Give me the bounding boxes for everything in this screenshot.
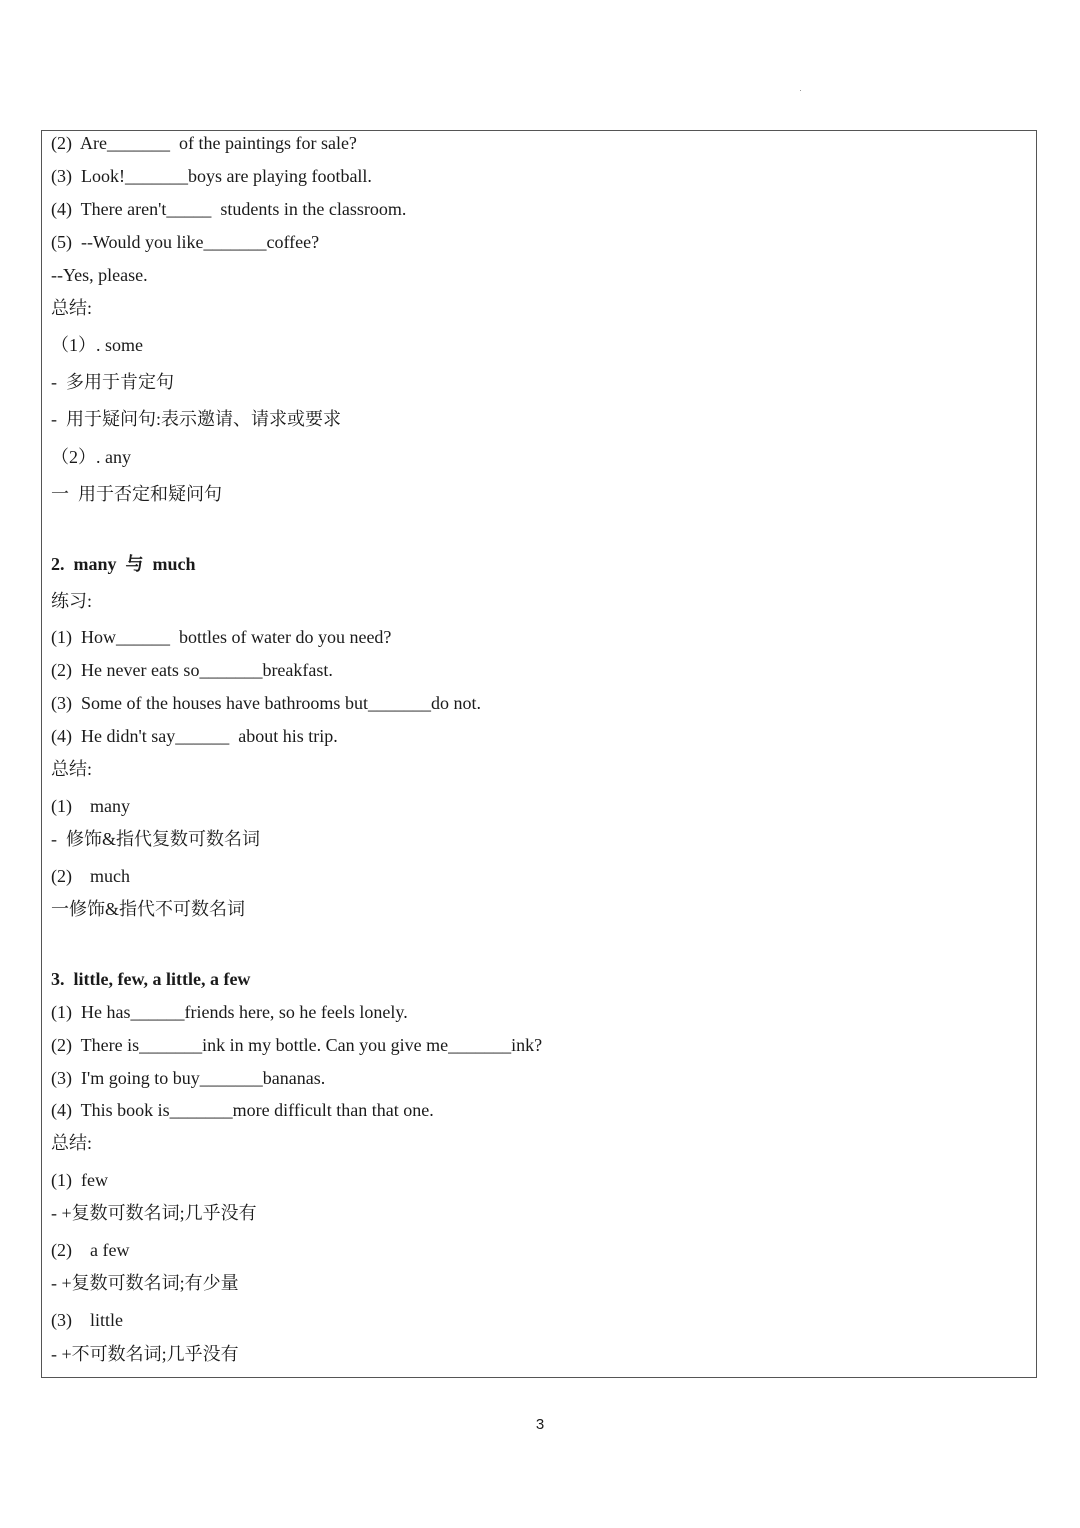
text-line: (1) How______ bottles of water do you need?: [51, 627, 392, 647]
text-line: (1) few: [51, 1170, 108, 1190]
speck-mark: [800, 90, 801, 91]
text-line: 一修饰&指代不可数名词: [51, 899, 245, 919]
text-line: 总结:: [51, 1133, 93, 1153]
text-line: (5) --Would you like_______coffee?: [51, 232, 320, 252]
page-number: 3: [535, 1416, 545, 1433]
text-line: (2) There is_______ink in my bottle. Can you give me_______ink?: [51, 1035, 543, 1055]
text-line: （2）. any: [51, 447, 131, 467]
text-line: 一 用于否定和疑问句: [51, 484, 222, 504]
text-line: - 修饰&指代复数可数名词: [51, 829, 260, 849]
text-line: (1) He has______friends here, so he feels lonely.: [51, 1002, 408, 1022]
text-line: 总结:: [51, 298, 93, 318]
text-line: --Yes, please.: [51, 265, 148, 285]
text-line: 练习:: [51, 591, 93, 611]
text-line: - +复数可数名词;几乎没有: [51, 1203, 257, 1223]
text-line: - +复数可数名词;有少量: [51, 1273, 239, 1293]
section-heading: 3. little, few, a little, a few: [51, 969, 251, 989]
text-line: (2) a few: [51, 1240, 130, 1260]
text-line: (1) many: [51, 796, 130, 816]
text-line: (3) Some of the houses have bathrooms but_______do not.: [51, 693, 481, 713]
section-heading: 2. many 与 much: [51, 554, 196, 574]
content-frame: [41, 130, 1037, 1378]
text-line: 总结:: [51, 759, 93, 779]
text-line: (4) This book is_______more difficult than that one.: [51, 1100, 434, 1120]
text-line: (2) Are_______ of the paintings for sale?: [51, 133, 357, 153]
text-line: - 用于疑问句:表示邀请、请求或要求: [51, 409, 341, 429]
text-line: (3) I'm going to buy_______bananas.: [51, 1068, 326, 1088]
text-line: - +不可数名词;几乎没有: [51, 1344, 239, 1364]
text-line: (3) little: [51, 1310, 123, 1330]
text-line: (2) He never eats so_______breakfast.: [51, 660, 333, 680]
text-line: (2) much: [51, 866, 130, 886]
text-line: (4) He didn't say______ about his trip.: [51, 726, 338, 746]
text-line: (3) Look!_______boys are playing football.: [51, 166, 372, 186]
text-line: （1）. some: [51, 335, 143, 355]
text-line: - 多用于肯定句: [51, 372, 174, 392]
text-line: (4) There aren't_____ students in the classroom.: [51, 199, 407, 219]
